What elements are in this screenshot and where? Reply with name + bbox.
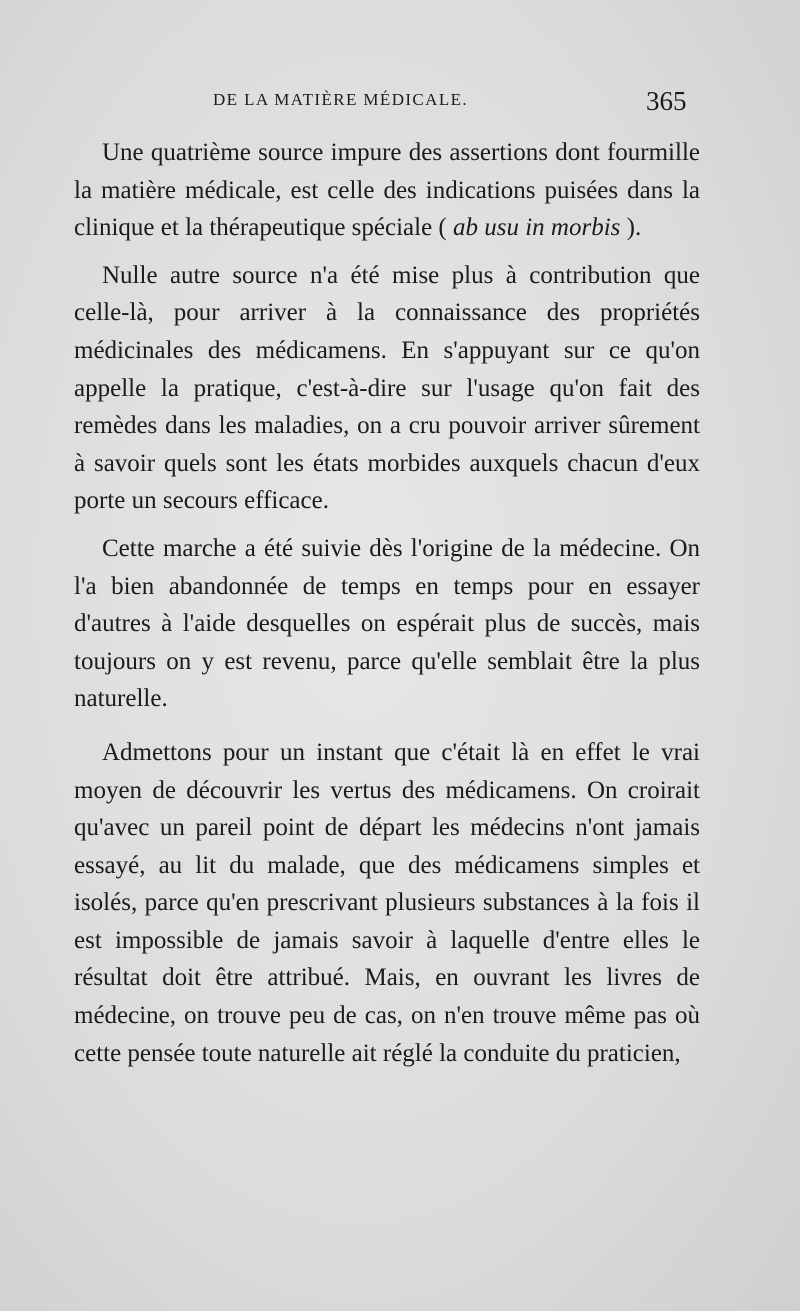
paragraph-1-end: ).	[620, 214, 642, 242]
paragraph-4: Admettons pour un instant que c'était là en effet le vrai moyen de découvrir les vertus des médicamens. On croirait qu'avec un pareil point de départ les médecins n'ont jamais essayé, au lit du malade, que des médicamens simples et isolés, parce qu'en prescrivant plusieurs substances à la fois il est impossible de jamais savoir à laquelle d'entre elles le résultat doit être attribué. Mais, en ouvrant les livres de médecine, on trouve peu de cas, on n'en trouve même pas où cette pensée toute naturelle ait réglé la conduite du praticien,	[74, 738, 700, 1067]
paragraph-1-text: Une quatrième source impure des assertions dont fourmille la matière médicale, est celle des indications puisées dans la clinique et la thérapeutique spéciale (	[74, 139, 700, 242]
running-head: DE LA MATIÈRE MÉDICALE.	[213, 90, 469, 109]
paragraph-1-italic: ab usu in morbis	[453, 214, 621, 242]
paragraph-2: Nulle autre source n'a été mise plus à contribution que celle-là, pour arriver à la connaissance des propriétés médicinales des médicamens. En s'appuyant sur ce qu'on appelle la pratique, c'est-à-dire sur l'usage qu'on fait des remèdes dans les maladies, on a cru pouvoir arriver sûrement à savoir quels sont les états morbides auxquels chacun d'eux porte un secours efficace.	[74, 261, 700, 515]
page-number: 365	[646, 86, 687, 116]
paragraph-1	[74, 134, 700, 247]
paragraph-3: Cette marche a été suivie dès l'origine de la médecine. On l'a bien abandonnée de temps en temps pour en essayer d'autres à l'aide desquelles on espérait plus de succès, mais toujours on y est revenu, parce qu'elle semblait être la plus naturelle.	[74, 534, 700, 713]
body-text	[74, 134, 700, 1072]
